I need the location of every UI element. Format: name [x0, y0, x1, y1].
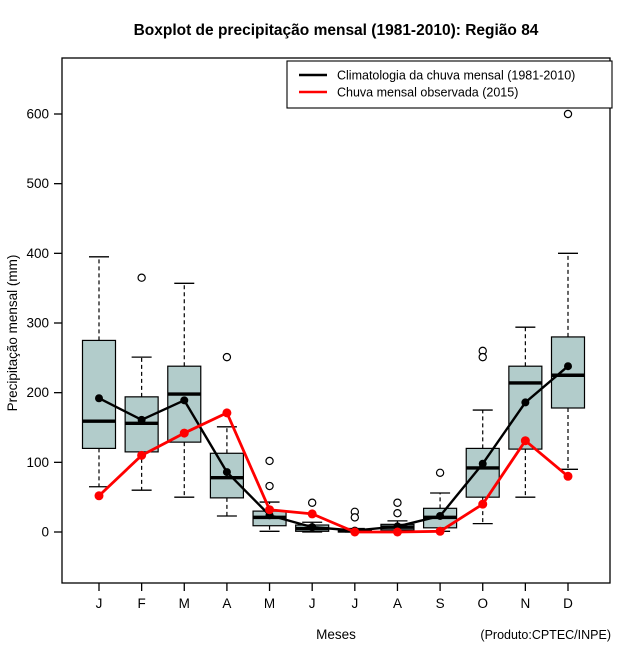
- y-axis: [26, 107, 62, 540]
- iqr-box: [466, 448, 499, 497]
- x-tick-label: N: [520, 596, 531, 611]
- x-axis-title: Meses: [316, 627, 356, 642]
- outlier-point: [223, 354, 230, 361]
- legend-climatology-label: Climatologia da chuva mensal (1981-2010): [337, 68, 576, 83]
- legend: [287, 61, 612, 108]
- observed-point: [308, 509, 317, 518]
- product-footnote: (Produto:CPTEC/INPE): [480, 628, 611, 642]
- observed-point: [521, 436, 530, 445]
- climatology-point: [521, 398, 529, 406]
- y-tick-label: 200: [26, 385, 49, 401]
- observed-point: [564, 472, 573, 481]
- climatology-point: [95, 394, 103, 402]
- chart-title: Boxplot de precipitação mensal (1981-2010): Região 84: [133, 22, 539, 39]
- boxplot-apr: [210, 354, 243, 516]
- plot-frame: [62, 58, 610, 583]
- x-tick-label: J: [308, 596, 316, 611]
- x-tick-label: O: [477, 596, 488, 611]
- climatology-point: [564, 362, 572, 370]
- observed-point: [350, 528, 359, 537]
- outlier-point: [479, 354, 486, 361]
- observed-point: [95, 491, 104, 500]
- y-tick-label: 0: [41, 524, 49, 540]
- climatology-point: [479, 460, 487, 468]
- x-tick-label: M: [263, 596, 276, 611]
- x-tick-label: J: [351, 596, 359, 611]
- outlier-point: [394, 499, 401, 506]
- outlier-point: [564, 110, 571, 117]
- outlier-point: [351, 514, 358, 521]
- x-tick-label: D: [563, 596, 573, 611]
- climatology-point: [308, 523, 316, 531]
- boxplot-mar: [168, 283, 201, 497]
- y-tick-label: 400: [26, 245, 49, 261]
- outlier-point: [309, 499, 316, 506]
- x-tick-label: S: [435, 596, 445, 611]
- outlier-point: [266, 482, 273, 489]
- x-tick-label: M: [178, 596, 190, 611]
- climatology-series: [95, 362, 572, 534]
- observed-point: [222, 408, 231, 417]
- iqr-box: [552, 337, 585, 408]
- observed-point: [180, 429, 189, 438]
- x-tick-label: F: [137, 596, 146, 611]
- outlier-point: [394, 510, 401, 517]
- y-tick-label: 300: [26, 315, 49, 331]
- x-tick-label: A: [392, 596, 402, 611]
- observed-point: [478, 500, 487, 509]
- boxplot-may: [253, 457, 286, 531]
- climatology-point: [180, 396, 188, 404]
- y-tick-label: 100: [26, 454, 49, 470]
- climatology-point: [138, 416, 146, 424]
- boxplot-dec: [552, 110, 585, 469]
- climatology-point: [223, 468, 231, 476]
- observed-point: [137, 451, 146, 460]
- x-axis: [96, 583, 574, 611]
- climatology-point: [436, 512, 444, 520]
- observed-point: [265, 505, 274, 514]
- x-tick-label: J: [95, 596, 103, 611]
- outlier-point: [266, 457, 273, 464]
- outlier-point: [436, 469, 443, 476]
- observed-series: [95, 408, 573, 536]
- observed-point: [393, 528, 402, 537]
- observed-point: [436, 527, 445, 536]
- boxplot-nov: [509, 327, 542, 497]
- x-tick-label: A: [222, 596, 232, 611]
- boxplot-jan: [83, 257, 116, 487]
- y-tick-label: 600: [26, 106, 49, 122]
- y-axis-title: Precipitação mensal (mm): [5, 254, 20, 412]
- outlier-point: [138, 274, 145, 281]
- y-tick-label: 500: [26, 176, 49, 192]
- boxplot-oct: [466, 347, 499, 523]
- legend-observed-label: Chuva mensal observada (2015): [337, 85, 519, 100]
